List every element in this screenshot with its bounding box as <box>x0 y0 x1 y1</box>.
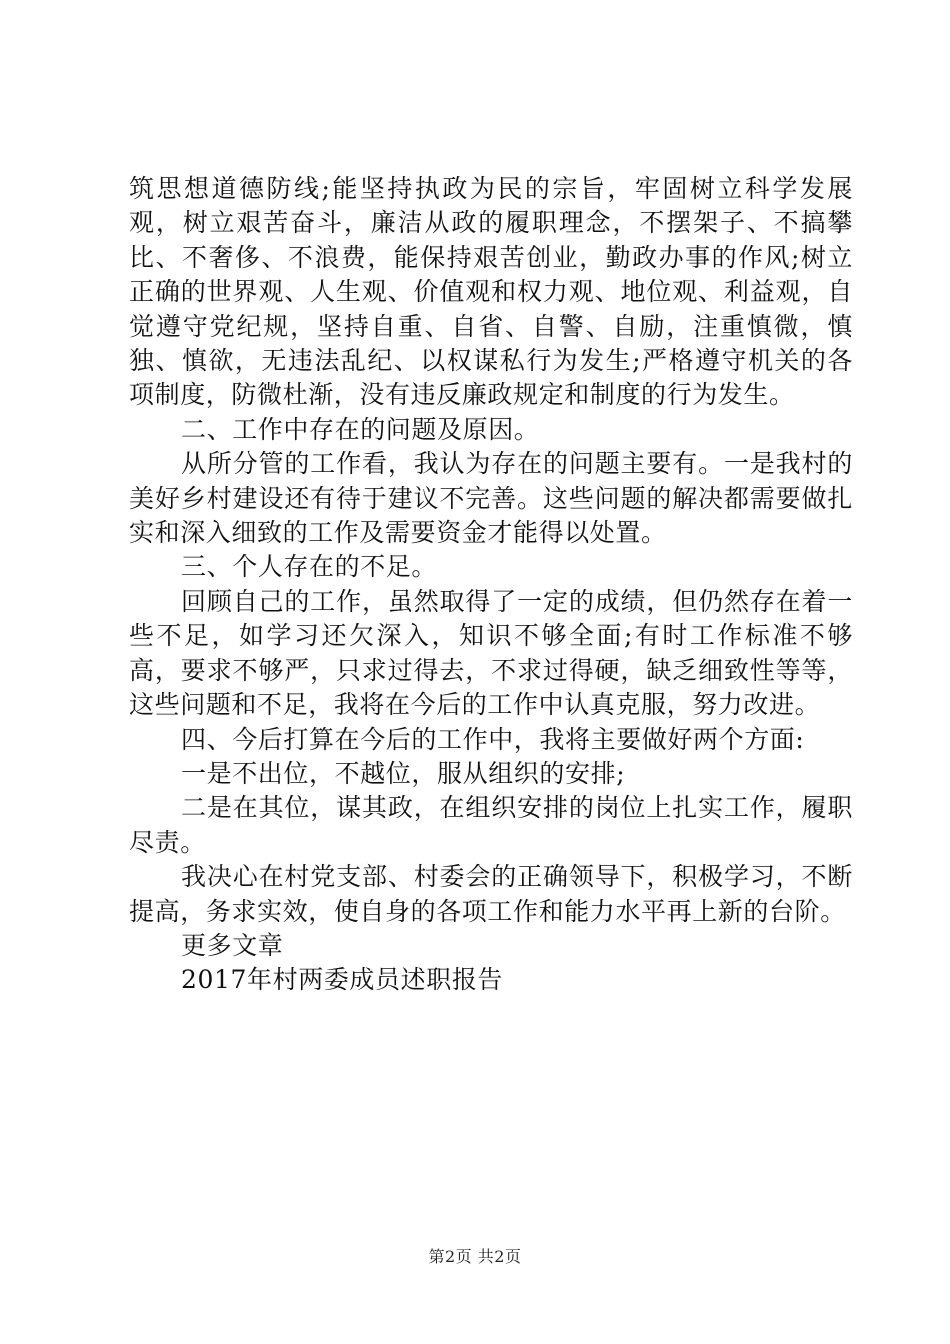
more-articles-label: 更多文章 <box>181 930 284 960</box>
paragraph-shortcomings: 回顾自己的工作，虽然取得了一定的成绩，但仍然存在着一些不足，如学习还欠深入，知识不够全面;有时工作标准不够高，要求不够严，只求过得去，不求过得硬，缺乏细致性等等，这些问题和不足，我将在今后的工作中认真克服，努力改进。 <box>129 586 853 720</box>
document-body <box>129 172 853 998</box>
paragraph-resolution: 我决心在村党支部、村委会的正确领导下，积极学习，不断提高，务求实效，使自身的各项工作和能力水平再上新的台阶。 <box>129 862 853 926</box>
section-heading-plans: 四、今后打算在今后的工作中，我将主要做好两个方面: <box>181 724 805 754</box>
paragraph-continued: 筑思想道德防线;能坚持执政为民的宗旨，牢固树立科学发展观，树立艰苦奋斗，廉洁从政的履职理念，不摆架子、不搞攀比、不奢侈、不浪费，能保持艰苦创业，勤政办事的作风;树立正确的世界观、人生观、价值观和权力观、地位观、利益观，自觉遵守党纪规，坚持自重、自省、自警、自励，注重慎微，慎独、慎欲，无违法乱纪、以权谋私行为发生;严格遵守机关的各项制度，防微杜渐，没有违反廉政规定和制度的行为发生。 <box>129 174 853 410</box>
paragraph-problems: 从所分管的工作看，我认为存在的问题主要有。一是我村的美好乡村建设还有待于建议不完善。这些问题的解决都需要做扎实和深入细致的工作及需要资金才能得以处置。 <box>129 449 853 548</box>
section-heading-shortcomings: 三、个人存在的不足。 <box>181 552 438 582</box>
section-heading-problems: 二、工作中存在的问题及原因。 <box>181 414 540 444</box>
page-number-footer: 第2页 共2页 <box>428 1247 522 1266</box>
related-article-link[interactable]: 2017年村两委成员述职报告 <box>181 965 504 995</box>
plan-item-1: 一是不出位，不越位，服从组织的安排; <box>181 758 626 788</box>
plan-item-2: 二是在其位，谋其政，在组织安排的岗位上扎实工作，履职尽责。 <box>129 793 853 857</box>
